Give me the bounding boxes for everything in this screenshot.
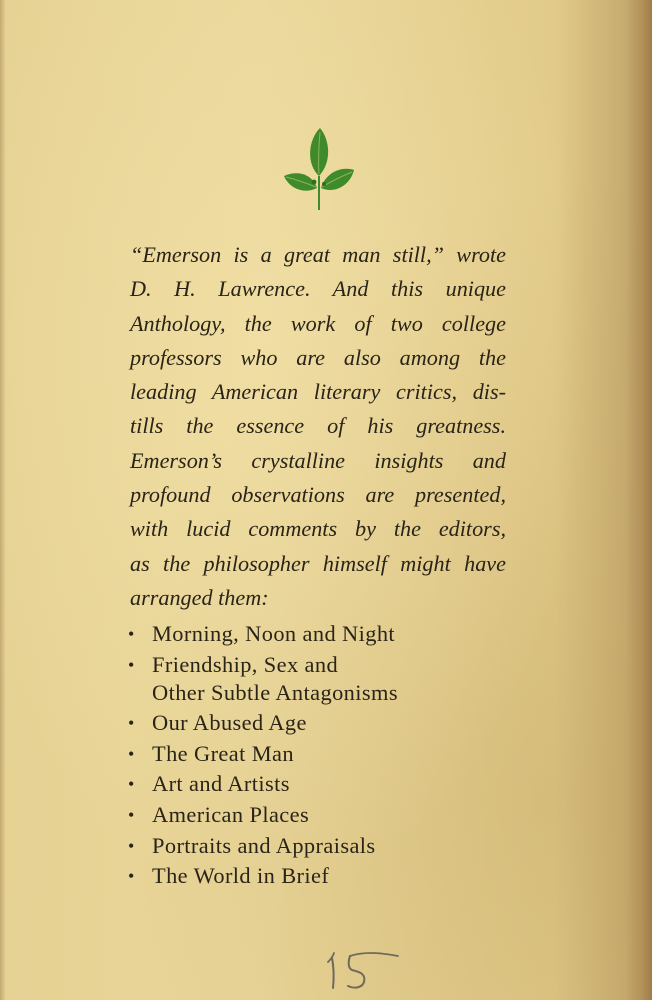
contents-item-label: Portraits and Appraisals	[152, 832, 376, 858]
bullet-icon: •	[128, 654, 135, 675]
contents-item	[128, 709, 488, 737]
bullet-icon: •	[128, 774, 135, 795]
contents-item-label: Morning, Noon and Night	[152, 621, 396, 646]
blurb-line: D. H. Lawrence. And this unique	[130, 276, 506, 302]
handwritten-note	[322, 944, 406, 992]
contents-item-label: The Great Man	[152, 740, 294, 766]
contents-item-label: Friendship, Sex and	[152, 651, 339, 677]
bullet-icon: •	[128, 866, 135, 887]
contents-item-label: Art and Artists	[152, 771, 290, 797]
blurb-line: “Emerson is a great man still,” wrote	[130, 242, 506, 267]
cover-left-edge	[0, 0, 6, 1000]
blurb-line: leading American literary critics, dis-	[130, 379, 506, 405]
blurb-line: tills the essence of his greatness.	[130, 413, 506, 439]
cover-blurb	[130, 238, 506, 615]
contents-item	[128, 832, 488, 860]
bullet-icon: •	[128, 835, 135, 856]
contents-item	[128, 862, 488, 890]
contents-item	[128, 651, 488, 707]
blurb-line: Emerson’s crystalline insights and	[130, 447, 506, 473]
contents-item-label: The World in Brief	[152, 863, 330, 889]
bullet-icon: •	[128, 624, 135, 644]
bullet-icon: •	[128, 804, 135, 825]
contents-item	[128, 770, 488, 798]
contents-item-label: Our Abused Age	[152, 710, 307, 736]
blurb-line: arranged them:	[130, 584, 269, 610]
leaf-sprig-icon	[284, 126, 354, 212]
contents-item-label: American Places	[152, 801, 310, 827]
blurb-line: as the philosopher himself might have	[130, 550, 506, 576]
blurb-line: Anthology, the work of two college	[130, 310, 506, 336]
contents-item	[128, 801, 488, 829]
bullet-icon: •	[128, 743, 135, 764]
contents-list	[128, 620, 488, 893]
blurb-line: with lucid comments by the editors,	[130, 516, 506, 542]
contents-item	[128, 740, 488, 768]
blurb-line: professors who are also among the	[130, 344, 506, 370]
cover-spine-edge	[626, 0, 652, 1000]
blurb-line: profound observations are presented,	[130, 482, 506, 508]
bullet-icon: •	[128, 713, 135, 734]
contents-item	[128, 620, 488, 648]
contents-item-continuation: Other Subtle Antagonisms	[152, 679, 398, 705]
